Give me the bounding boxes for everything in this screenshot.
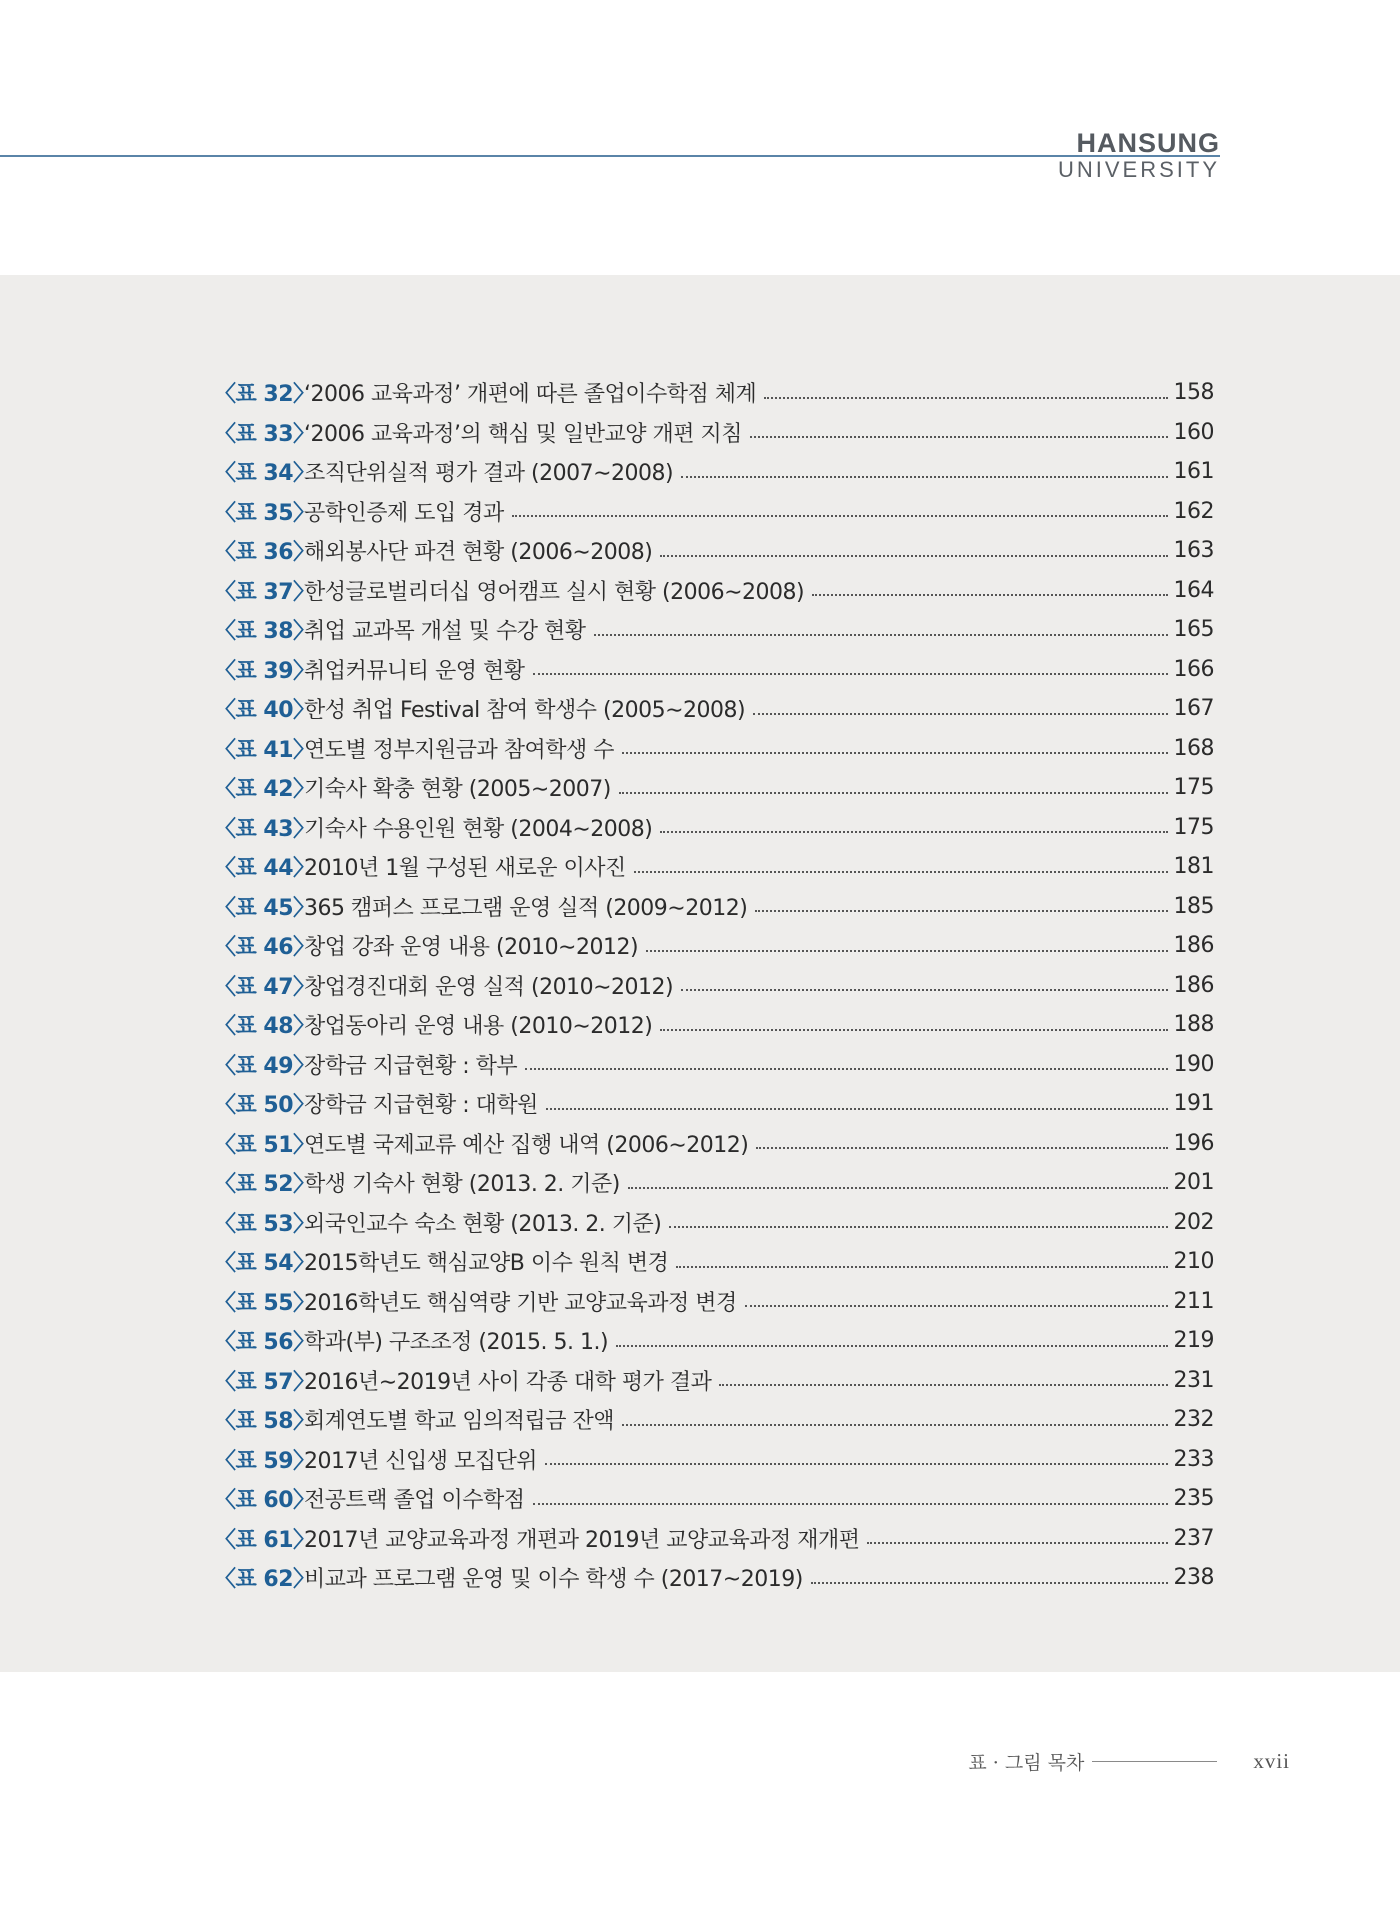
toc-entry-label: 〈표 59〉 — [214, 1448, 315, 1474]
toc-entry-leader — [533, 669, 1168, 675]
toc-entry-title: 기숙사 수용인원 현황 (2004∼2008) — [304, 816, 653, 842]
toc-entry-label: 〈표 62〉 — [214, 1567, 315, 1593]
toc-entry-page: 191 — [1173, 1091, 1214, 1117]
toc-entry[interactable] — [214, 1242, 1214, 1282]
toc-entry-title: 해외봉사단 파견 현황 (2006∼2008) — [304, 540, 653, 566]
toc-entry-title: 2015학년도 핵심교양B 이수 원칙 변경 — [304, 1251, 669, 1277]
toc-entry-title: 취업커뮤니티 운영 현황 — [304, 658, 525, 684]
toc-entry-leader — [812, 590, 1167, 596]
toc-entry[interactable] — [214, 1519, 1214, 1559]
toc-entry-label: 〈표 41〉 — [214, 737, 315, 763]
toc-entry-page: 165 — [1173, 617, 1214, 643]
toc-entry-label: 〈표 61〉 — [214, 1527, 315, 1553]
toc-entry-page: 162 — [1173, 498, 1214, 524]
toc-entry-title: 학과(부) 구조조정 (2015. 5. 1.) — [304, 1330, 609, 1356]
toc-entry-leader — [867, 1538, 1167, 1544]
toc-entry-page: 238 — [1173, 1565, 1214, 1591]
toc-entry-label: 〈표 43〉 — [214, 816, 315, 842]
toc-entry-leader — [764, 393, 1167, 399]
toc-entry-page: 186 — [1173, 972, 1214, 998]
toc-entry-leader — [646, 946, 1167, 952]
toc-entry[interactable] — [214, 1084, 1214, 1124]
toc-entry-title: 2016년∼2019년 사이 각종 대학 평가 결과 — [304, 1369, 712, 1395]
toc-entry-label: 〈표 39〉 — [214, 658, 315, 684]
toc-entry[interactable] — [214, 966, 1214, 1006]
toc-entry[interactable] — [214, 1321, 1214, 1361]
toc-entry-leader — [681, 472, 1167, 478]
toc-entry-leader — [681, 985, 1167, 991]
toc-entry[interactable] — [214, 689, 1214, 729]
toc-entry[interactable] — [214, 610, 1214, 650]
toc-entry-page: 168 — [1173, 735, 1214, 761]
toc-entry-page: 160 — [1173, 419, 1214, 445]
toc-entry-label: 〈표 51〉 — [214, 1132, 315, 1158]
toc-entry-label: 〈표 48〉 — [214, 1014, 315, 1040]
toc-entry[interactable] — [214, 650, 1214, 690]
toc-entry-title: 회계연도별 학교 임의적립금 잔액 — [304, 1409, 615, 1435]
toc-entry-title: 취업 교과목 개설 및 수강 현황 — [304, 619, 586, 645]
toc-entry-title: 365 캠퍼스 프로그램 운영 실적 (2009∼2012) — [304, 895, 748, 921]
toc-entry-leader — [622, 1420, 1167, 1426]
toc-entry-leader — [512, 511, 1168, 517]
toc-entry-title: 장학금 지급현황 : 대학원 — [304, 1093, 538, 1119]
brand-subtitle: UNIVERSITY — [1057, 157, 1220, 182]
toc-entry-title: 비교과 프로그램 운영 및 이수 학생 수 (2017~2019) — [304, 1567, 803, 1593]
toc-entry-page: 175 — [1173, 814, 1214, 840]
toc-entry-leader — [755, 906, 1167, 912]
toc-entry-page: 186 — [1173, 933, 1214, 959]
page-footer — [968, 1748, 1290, 1775]
toc-entry-title: 2016학년도 핵심역량 기반 교양교육과정 변경 — [304, 1290, 737, 1316]
toc-entry-label: 〈표 58〉 — [214, 1409, 315, 1435]
toc-entry-page: 219 — [1173, 1328, 1214, 1354]
toc-entry[interactable] — [214, 926, 1214, 966]
toc-entry-title: ‘2006 교육과정’의 핵심 및 일반교양 개편 지침 — [304, 421, 742, 447]
table-of-contents — [214, 373, 1214, 1598]
toc-entry-label: 〈표 36〉 — [214, 540, 315, 566]
toc-entry-title: 학생 기숙사 현황 (2013. 2. 기준) — [304, 1172, 620, 1198]
toc-entry-page: 237 — [1173, 1525, 1214, 1551]
toc-entry[interactable] — [214, 808, 1214, 848]
toc-entry[interactable] — [214, 1124, 1214, 1164]
toc-entry-label: 〈표 35〉 — [214, 500, 315, 526]
toc-entry-leader — [750, 432, 1168, 438]
university-logo — [1058, 128, 1220, 182]
toc-entry-page: 161 — [1173, 459, 1214, 485]
toc-entry-label: 〈표 45〉 — [214, 895, 315, 921]
toc-entry-leader — [660, 1025, 1167, 1031]
toc-entry-title: 장학금 지급현황 : 학부 — [304, 1053, 518, 1079]
toc-entry-page: 175 — [1173, 775, 1214, 801]
toc-entry-page: 210 — [1173, 1249, 1214, 1275]
toc-entry[interactable] — [214, 768, 1214, 808]
toc-entry-page: 231 — [1173, 1367, 1214, 1393]
toc-entry-label: 〈표 32〉 — [214, 382, 315, 408]
toc-entry-leader — [660, 551, 1167, 557]
toc-entry-title: 2017년 교양교육과정 개편과 2019년 교양교육과정 재개편 — [304, 1527, 860, 1553]
toc-entry-label: 〈표 57〉 — [214, 1369, 315, 1395]
toc-entry-page: 233 — [1173, 1446, 1214, 1472]
toc-entry-label: 〈표 55〉 — [214, 1290, 315, 1316]
toc-entry-leader — [676, 1262, 1167, 1268]
toc-entry-label: 〈표 52〉 — [214, 1172, 315, 1198]
toc-entry-leader — [525, 1064, 1167, 1070]
toc-entry-page: 196 — [1173, 1130, 1214, 1156]
toc-entry-title: 조직단위실적 평가 결과 (2007∼2008) — [304, 461, 674, 487]
toc-entry-leader — [634, 867, 1168, 873]
toc-entry-label: 〈표 53〉 — [214, 1211, 315, 1237]
toc-entry-label: 〈표 60〉 — [214, 1488, 315, 1514]
toc-entry-title: 기숙사 확충 현황 (2005∼2007) — [304, 777, 611, 803]
toc-entry-title: 창업 강좌 운영 내용 (2010∼2012) — [304, 935, 639, 961]
toc-entry-leader — [594, 630, 1168, 636]
toc-entry[interactable] — [214, 1163, 1214, 1203]
toc-entry-title: 2010년 1월 구성된 새로운 이사진 — [304, 856, 626, 882]
toc-entry-title: ‘2006 교육과정’ 개편에 따른 졸업이수학점 체계 — [304, 382, 757, 408]
toc-entry-page: 235 — [1173, 1486, 1214, 1512]
toc-entry-leader — [622, 748, 1167, 754]
toc-entry[interactable] — [214, 1282, 1214, 1322]
toc-entry[interactable] — [214, 729, 1214, 769]
toc-entry-leader — [756, 1143, 1167, 1149]
toc-entry-page: 211 — [1173, 1288, 1214, 1314]
toc-entry-leader — [660, 827, 1167, 833]
toc-entry[interactable] — [214, 887, 1214, 927]
toc-entry-title: 연도별 정부지원금과 참여학생 수 — [304, 737, 615, 763]
toc-entry-label: 〈표 34〉 — [214, 461, 315, 487]
toc-entry-page: 202 — [1173, 1209, 1214, 1235]
toc-entry[interactable] — [214, 1400, 1214, 1440]
toc-entry-title: 한성글로벌리더십 영어캠프 실시 현황 (2006∼2008) — [304, 579, 805, 605]
toc-entry[interactable] — [214, 373, 1214, 413]
toc-entry-title: 공학인증제 도입 경과 — [304, 500, 504, 526]
toc-entry[interactable] — [214, 413, 1214, 453]
footer-rule — [1092, 1761, 1217, 1762]
toc-entry-title: 한성 취업 Festival 참여 학생수 (2005∼2008) — [304, 698, 746, 724]
toc-entry[interactable] — [214, 1440, 1214, 1480]
toc-entry-leader — [719, 1380, 1167, 1386]
toc-entry-leader — [811, 1578, 1168, 1584]
toc-entry-label: 〈표 40〉 — [214, 698, 315, 724]
header-rule — [0, 155, 1220, 157]
toc-entry-label: 〈표 54〉 — [214, 1251, 315, 1277]
toc-entry-page: 232 — [1173, 1407, 1214, 1433]
toc-entry-title: 창업경진대회 운영 실적 (2010∼2012) — [304, 974, 674, 1000]
toc-entry[interactable] — [214, 1479, 1214, 1519]
toc-entry-title: 연도별 국제교류 예산 집행 내역 (2006∼2012) — [304, 1132, 749, 1158]
toc-entry[interactable] — [214, 1005, 1214, 1045]
toc-entry-leader — [745, 1301, 1168, 1307]
toc-entry-page: 158 — [1173, 380, 1214, 406]
brand-name: HANSUNG — [1076, 128, 1220, 158]
page-number: xvii — [1253, 1749, 1290, 1773]
toc-entry-page: 181 — [1173, 854, 1214, 880]
toc-entry[interactable] — [214, 1361, 1214, 1401]
toc-entry-page: 190 — [1173, 1051, 1214, 1077]
toc-entry[interactable] — [214, 571, 1214, 611]
toc-entry-label: 〈표 44〉 — [214, 856, 315, 882]
toc-entry-title: 전공트랙 졸업 이수학점 — [304, 1488, 525, 1514]
toc-entry[interactable] — [214, 452, 1214, 492]
toc-entry-leader — [619, 788, 1168, 794]
toc-entry-page: 163 — [1173, 538, 1214, 564]
toc-entry-label: 〈표 46〉 — [214, 935, 315, 961]
toc-entry-leader — [628, 1183, 1168, 1189]
toc-entry-page: 201 — [1173, 1170, 1214, 1196]
toc-entry-page: 167 — [1173, 696, 1214, 722]
toc-entry-leader — [546, 1104, 1168, 1110]
toc-entry-label: 〈표 47〉 — [214, 974, 315, 1000]
toc-entry[interactable] — [214, 1203, 1214, 1243]
toc-entry-title: 외국인교수 숙소 현황 (2013. 2. 기준) — [304, 1211, 662, 1237]
toc-entry[interactable] — [214, 1558, 1214, 1598]
toc-entry-leader — [545, 1459, 1168, 1465]
toc-entry-label: 〈표 56〉 — [214, 1330, 315, 1356]
toc-entry-label: 〈표 42〉 — [214, 777, 315, 803]
toc-entry-leader — [669, 1222, 1167, 1228]
toc-entry-leader — [753, 709, 1167, 715]
toc-entry-page: 166 — [1173, 656, 1214, 682]
toc-entry-page: 185 — [1173, 893, 1214, 919]
toc-entry[interactable] — [214, 847, 1214, 887]
toc-entry[interactable] — [214, 1045, 1214, 1085]
toc-entry[interactable] — [214, 492, 1214, 532]
toc-entry-label: 〈표 37〉 — [214, 579, 315, 605]
toc-entry-label: 〈표 38〉 — [214, 619, 315, 645]
toc-entry-leader — [533, 1499, 1168, 1505]
footer-section-title: 표 · 그림 목차 — [968, 1752, 1085, 1774]
toc-entry-label: 〈표 50〉 — [214, 1093, 315, 1119]
toc-entry-label: 〈표 33〉 — [214, 421, 315, 447]
toc-entry-page: 164 — [1173, 577, 1214, 603]
toc-entry-title: 창업동아리 운영 내용 (2010∼2012) — [304, 1014, 653, 1040]
toc-entry-title: 2017년 신입생 모집단위 — [304, 1448, 537, 1474]
toc-entry-leader — [616, 1341, 1167, 1347]
toc-entry-page: 188 — [1173, 1012, 1214, 1038]
toc-entry[interactable] — [214, 531, 1214, 571]
toc-entry-label: 〈표 49〉 — [214, 1053, 315, 1079]
